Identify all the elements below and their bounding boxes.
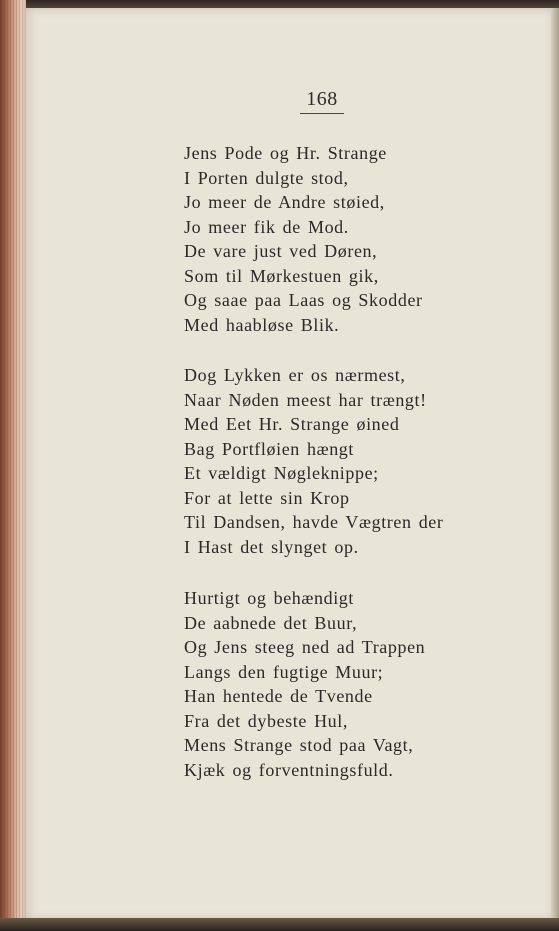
poem-line: De vare just ved Døren,	[184, 241, 378, 261]
poem-line: Til Dandsen, havde Vægtren der	[184, 512, 444, 532]
page-stack-lines	[4, 0, 24, 931]
poem-line: Naar Nøden meest har trængt!	[184, 389, 427, 410]
poem-line: De aabnede det Buur,	[184, 612, 358, 633]
poem-line: Jo meer de Andre støied,	[184, 192, 385, 212]
poem-line: Han hentede de Tvende	[184, 686, 373, 706]
page-number: 168	[306, 88, 338, 110]
poem-line: Langs den fugtige Muur;	[184, 661, 384, 682]
poem-line: Bag Portfløien hængt	[184, 438, 354, 459]
poem-line: For at lette sin Krop	[184, 487, 350, 508]
poem-line: I Hast det slynget op.	[184, 536, 359, 557]
poem-line: Dog Lykken er os nærmest,	[184, 365, 406, 385]
poem-line: Jens Pode og Hr. Strange	[184, 143, 387, 163]
poem-line: Jo meer fik de Mod.	[184, 216, 349, 237]
stanza-3	[184, 586, 425, 782]
poem-line: Mens Strange stod paa Vagt,	[184, 735, 414, 755]
scan-bottom-edge	[0, 918, 559, 931]
poem-line: Kjæk og forventningsfuld.	[184, 759, 394, 780]
poem-line: Med Eet Hr. Strange øined	[184, 414, 400, 434]
stanza-1	[184, 141, 423, 337]
poem-line: Og saae paa Laas og Skodder	[184, 290, 423, 310]
poem-line: Og Jens steeg ned ad Trappen	[184, 637, 426, 657]
poem-line: Fra det dybeste Hul,	[184, 710, 348, 731]
poem-line: Med haabløse Blik.	[184, 314, 340, 335]
stanza-2	[184, 363, 443, 559]
poem-line: Som til Mørkestuen gik,	[184, 265, 379, 286]
poem-line: Et vældigt Nøgleknippe;	[184, 463, 379, 483]
page-right-edge	[551, 8, 559, 920]
poem-line: I Porten dulgte stod,	[184, 167, 349, 188]
book-spine-edge	[0, 0, 26, 931]
poem-line: Hurtigt og behændigt	[184, 588, 354, 608]
page-number-rule	[300, 113, 344, 114]
